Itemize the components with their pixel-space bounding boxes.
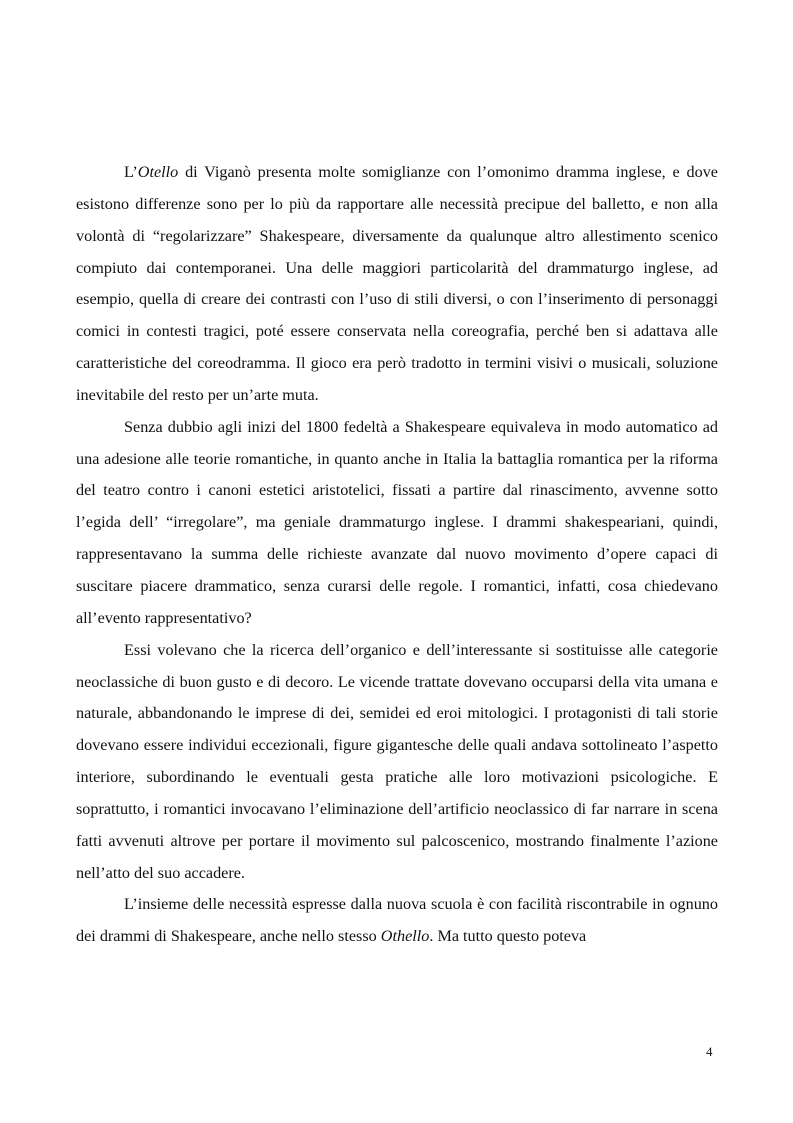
paragraph-1 xyxy=(76,157,718,412)
paragraph-3 xyxy=(76,635,718,890)
paragraph-4-text-2: . Ma tutto questo poteva xyxy=(429,927,587,946)
paragraph-2 xyxy=(76,412,718,635)
paragraph-3-text: Essi volevano che la ricerca dell’organico e dell’interessante si sostituisse alle categorie neoclassiche di buon gusto e di decoro. Le vicende trattate dovevano occuparsi della vita umana e naturale, abbandonando le imprese di dei, semidei ed eroi mitologici. I protagonisti di tali storie dovevano essere individui eccezionali, figure gigantesche delle quali andava sottolineato l’aspetto interiore, subordinando le eventuali gesta pratiche alle loro motivazioni psicologiche. E soprattutto, i romantici invocavano l’eliminazione dell’artificio neoclassico di far narrare in scena fatti avvenuti altrove per portare il movimento sul palcoscenico, mostrando finalmente l’azione nell’atto del suo accadere. xyxy=(76,640,718,882)
page-number: 4 xyxy=(706,1044,713,1059)
paragraph-4 xyxy=(76,889,718,953)
paragraph-4-title-othello: Othello xyxy=(380,927,430,946)
paragraph-1-text-2: di Viganò presenta molte somiglianze con l’omonimo dramma inglese, e dove esistono differenze sono per lo più da rapportare alle necessità precipue del balletto, e non alla volontà di “regolarizzare” Shakespeare, diversamente da qualunque altro allestimento scenico compiuto dai contemporanei. Una delle maggiori particolarità del drammaturgo inglese, ad esempio, quella di creare dei contrasti con l’uso di stili diversi, o con l’inserimento di personaggi comici in contesti tragici, poté essere conservata nella coreografia, perché ben si adattava alle caratteristiche del coreodramma. Il gioco era però tradotto in termini visivi o musicali, soluzione inevitabile del resto per un’arte muta. xyxy=(76,163,718,404)
paragraph-4-text-1: L’insieme delle necessità espresse dalla nuova scuola è con facilità riscontrabile in ognuno dei drammi di Shakespeare, anche nello stesso xyxy=(76,895,718,946)
paragraph-1-title-otello: Otello xyxy=(137,163,179,181)
paragraph-2-text: Senza dubbio agli inizi del 1800 fedeltà a Shakespeare equivaleva in modo automatico ad una adesione alle teorie romantiche, in quanto anche in Italia la battaglia romantica per la riforma del teatro contro i canoni estetici aristotelici, fissati a partire dal rinascimento, avvenne sotto l’egida dell’ “irregolare”, ma geniale drammaturgo inglese. I drammi shakespeariani, quindi, rappresentavano la summa delle richieste avanzate dal nuovo movimento d’opere capaci di suscitare piacere drammatico, senza curarsi delle regole. I romantici, infatti, cosa chiedevano all’evento rappresentativo? xyxy=(76,417,718,627)
paragraph-1-text-1: L’ xyxy=(124,163,138,181)
page-body xyxy=(76,157,718,953)
